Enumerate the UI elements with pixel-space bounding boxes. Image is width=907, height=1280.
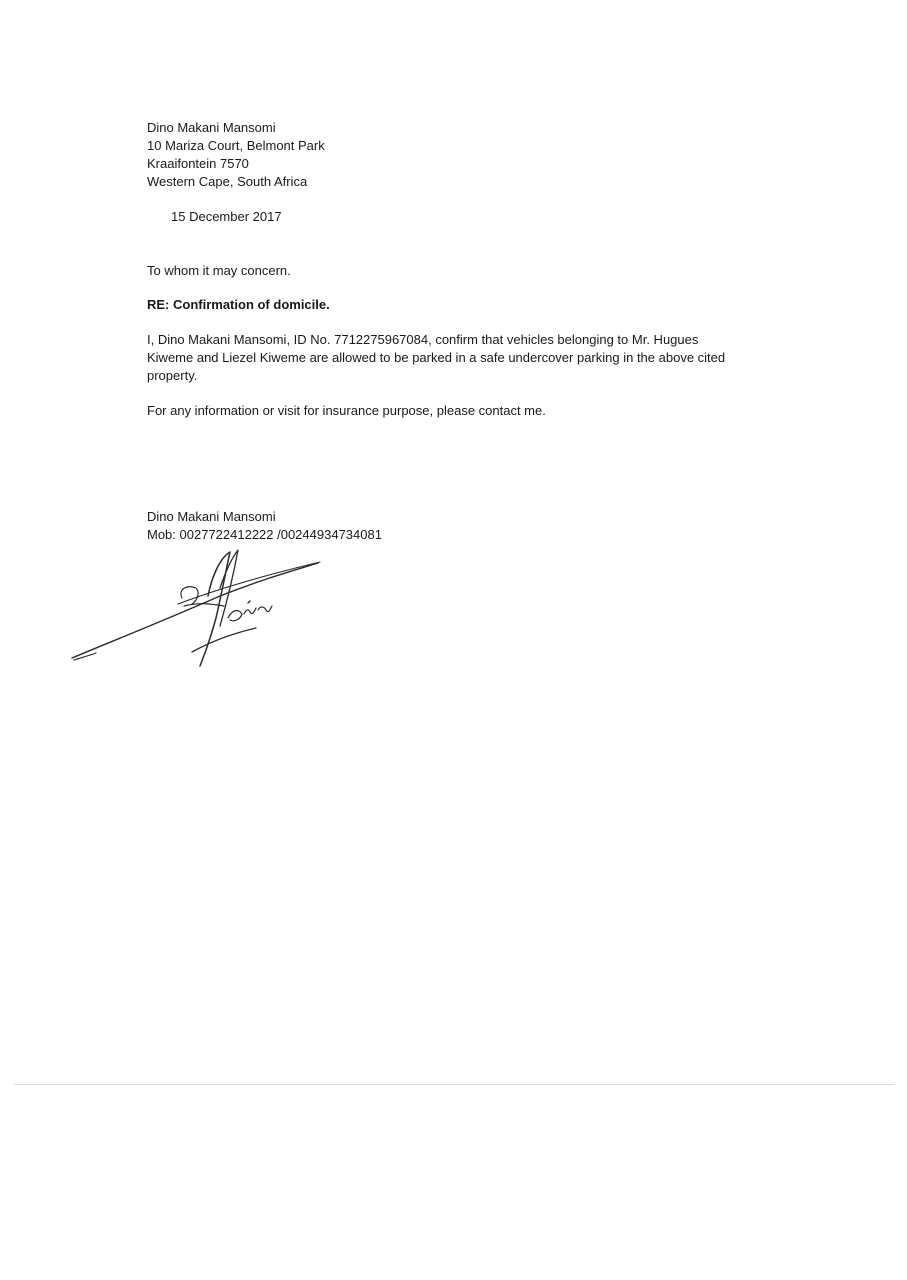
body-paragraph	[147, 331, 747, 385]
contact-request: For any information or visit for insurance purpose, please contact me.	[147, 403, 546, 418]
sender-name: Dino Makani Mansomi	[147, 120, 276, 135]
letter-date: 15 December 2017	[171, 209, 282, 224]
body-line-1: I, Dino Makani Mansomi, ID No. 7712275967084, confirm that vehicles belonging to Mr. Hugues	[147, 332, 699, 347]
footer-divider	[14, 1084, 894, 1085]
subject-line: RE: Confirmation of domicile.	[147, 297, 330, 312]
body-line-3: property.	[147, 368, 198, 383]
body-line-2: Kiweme and Liezel Kiweme are allowed to be parked in a safe undercover parking in the above cited	[147, 350, 726, 365]
sender-address-line-1: 10 Mariza Court, Belmont Park	[147, 138, 325, 153]
sender-address-line-3: Western Cape, South Africa	[147, 174, 308, 189]
sender-address-line-2: Kraaifontein 7570	[147, 156, 249, 171]
handwritten-signature-icon	[60, 548, 340, 678]
salutation: To whom it may concern.	[147, 263, 291, 278]
signoff-name: Dino Makani Mansomi	[147, 509, 276, 524]
sender-address-block	[147, 119, 325, 191]
signoff-mobile: Mob: 0027722412222 /00244934734081	[147, 527, 382, 542]
